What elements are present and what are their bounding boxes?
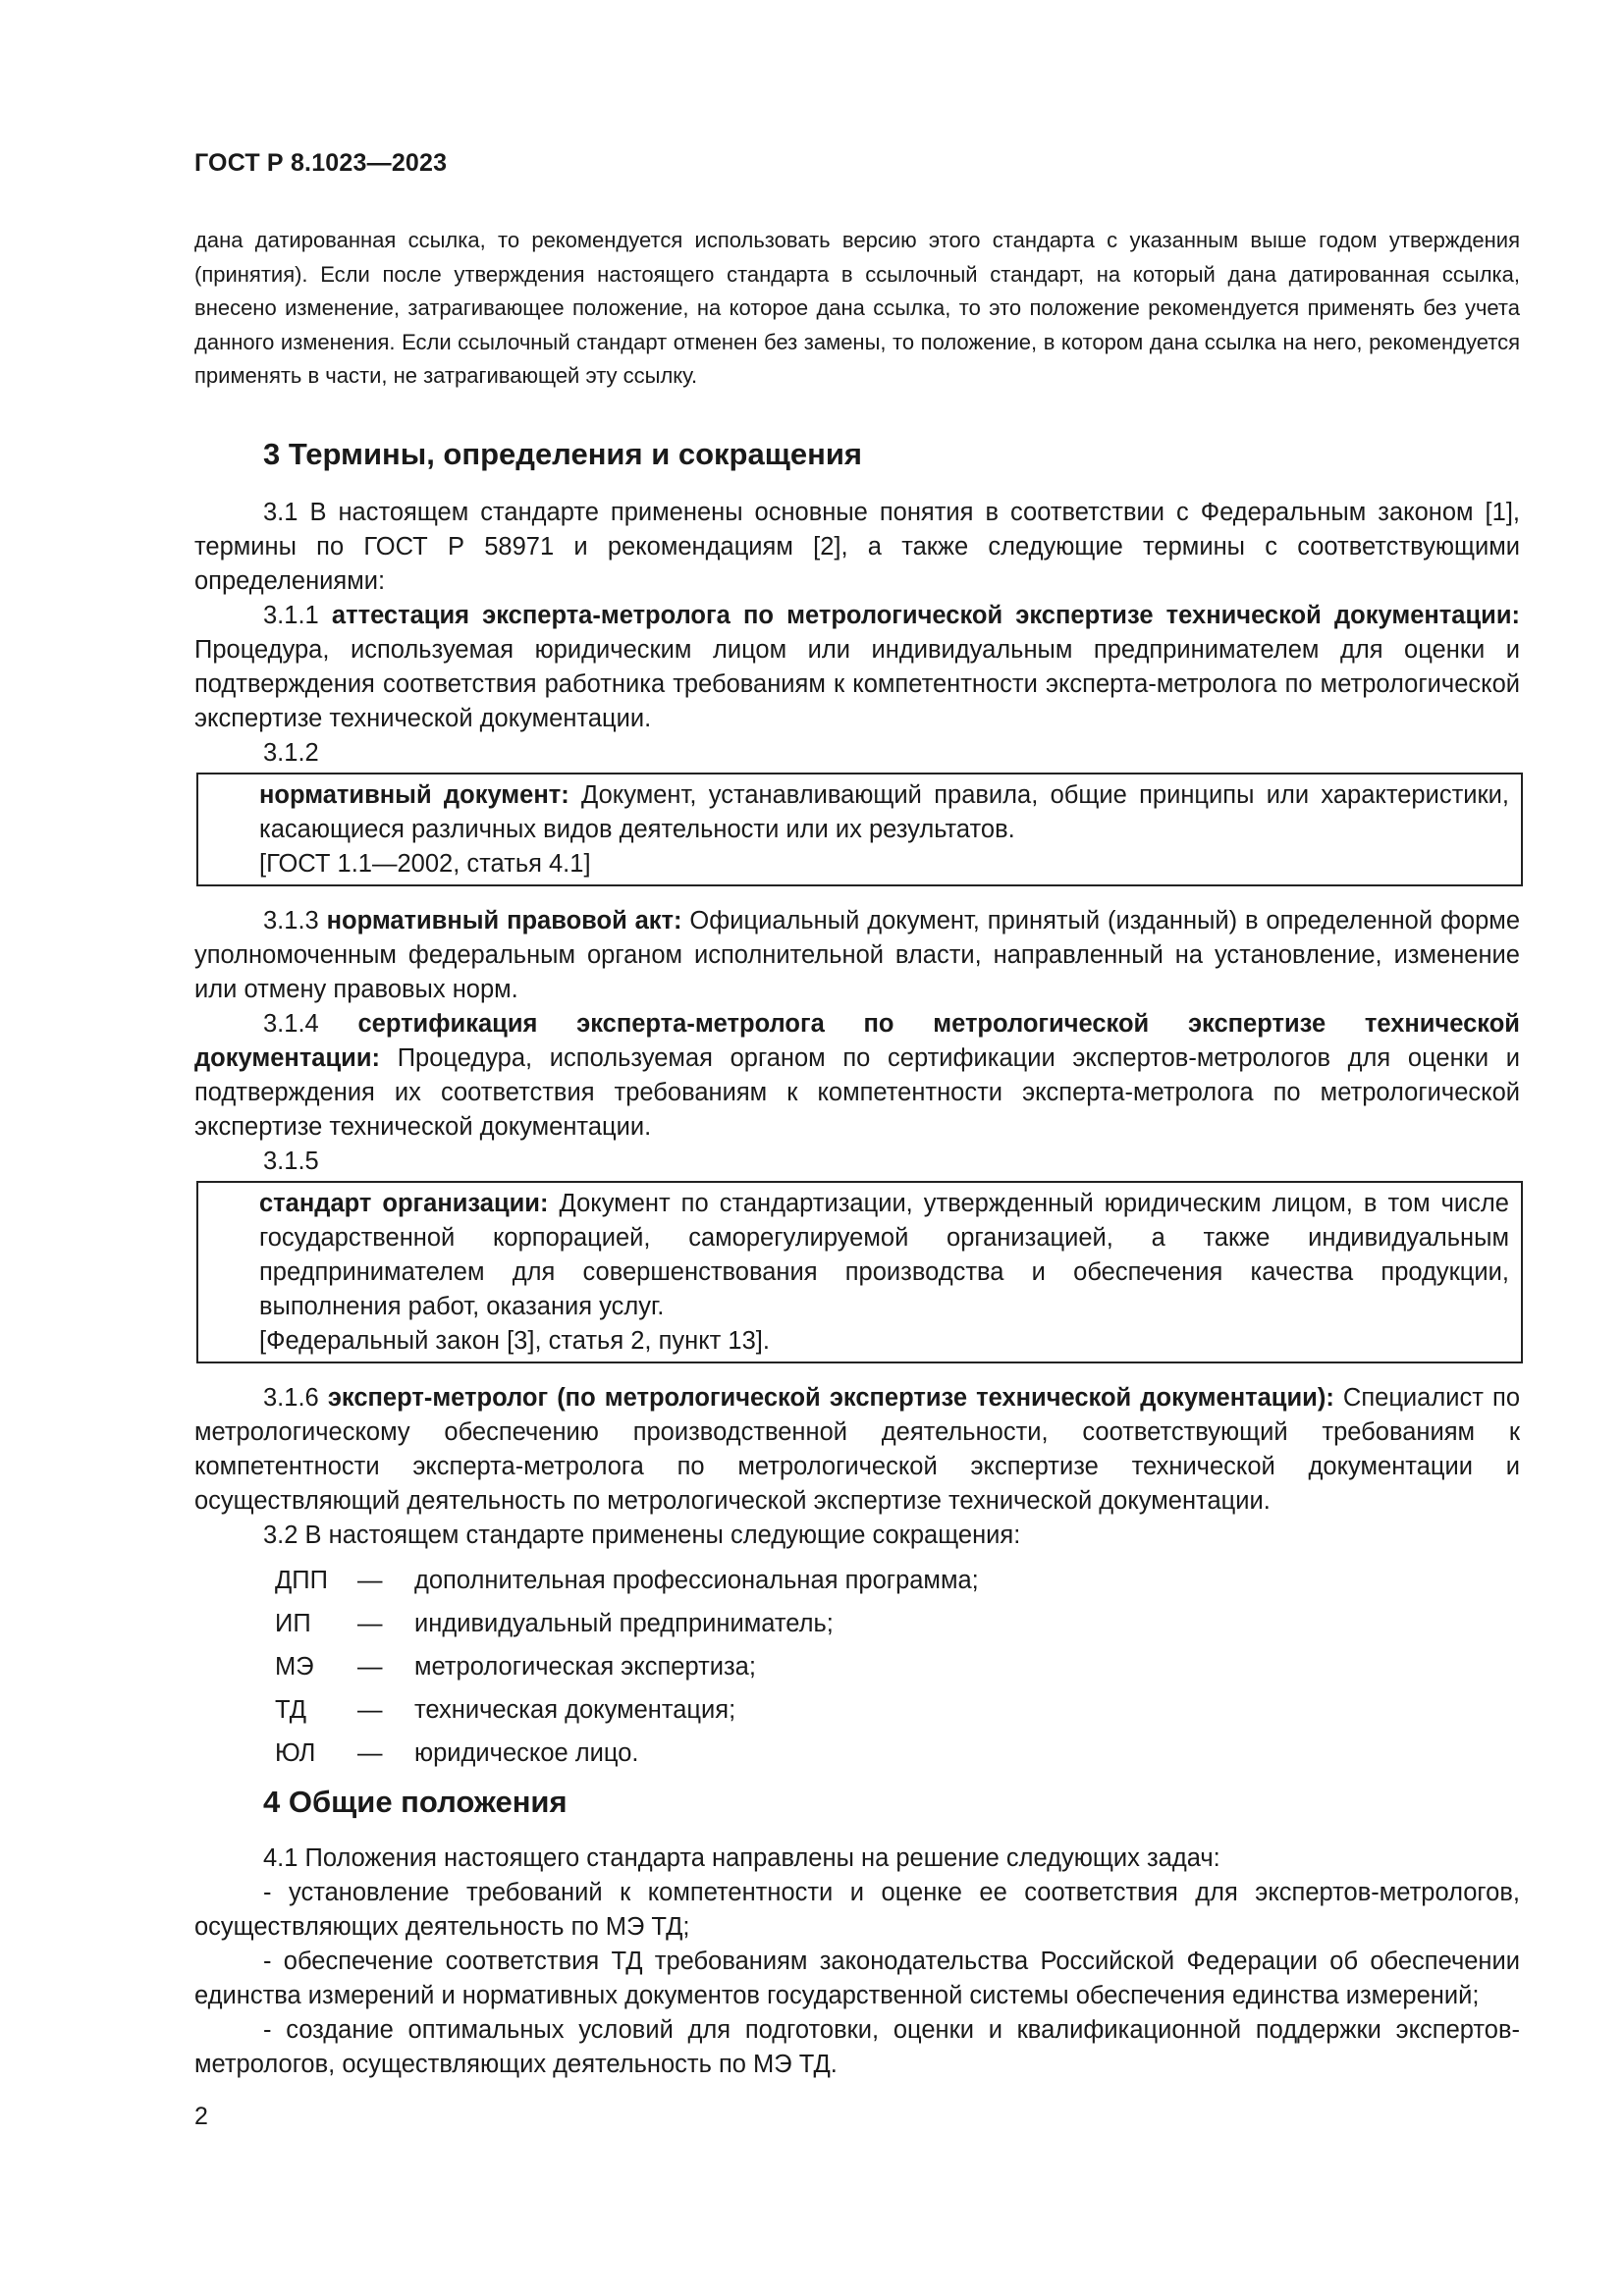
abbreviation-dash: — (357, 1738, 383, 1767)
list-item (194, 1688, 1520, 1732)
term-name: сертификация эксперта-метролога по метрологической экспертизе технической документации: (194, 1009, 1520, 1072)
list-item (194, 1732, 1520, 1775)
term-3-1-2 (259, 778, 1509, 847)
task-item: - установление требований к компетентности и оценке ее соответствия для экспертов-метрологов, осуществляющих деятельность по МЭ ТД; (194, 1878, 1520, 1941)
abbreviation-dash: — (357, 1652, 383, 1681)
abbreviation: МЭ (275, 1652, 314, 1681)
term-3-1-2-number: 3.1.2 (263, 738, 319, 767)
paragraph-4-1: 4.1 Положения настоящего стандарта направлены на решение следующих задач: (263, 1843, 1220, 1872)
term-definition: Процедура, используемая органом по сертификации экспертов-метрологов для оценки и подтверждения их соответствия требованиям к компетентности эксперта-метролога по метрологической экспертизе технической документации. (194, 1043, 1520, 1141)
term-definition: Процедура, используемая юридическим лицом или индивидуальным предпринимателем для оценки и подтверждения соответствия работника требованиям к компетентности эксперта-метролога по метрологической экспертизе технической документации. (194, 635, 1520, 732)
section-3-title: 3 Термины, определения и сокращения (263, 436, 862, 471)
abbreviation-list (194, 1559, 1520, 1775)
page-number: 2 (194, 2103, 208, 2130)
term-3-1-6 (194, 1381, 1520, 1519)
term-name: аттестация эксперта-метролога по метрологической экспертизе технической документации: (331, 601, 1520, 629)
term-3-1-3 (194, 904, 1520, 1007)
abbreviation-meaning: дополнительная профессиональная программа; (414, 1566, 979, 1594)
abbreviation-dash: — (357, 1695, 383, 1724)
term-3-1-5-number: 3.1.5 (263, 1147, 319, 1175)
term-source: [Федеральный закон [3], статья 2, пункт 13]. (259, 1326, 770, 1355)
abbreviation: ИП (275, 1609, 311, 1637)
term-3-1-5-box (196, 1181, 1523, 1363)
abbreviation-meaning: метрологическая экспертиза; (414, 1652, 756, 1681)
abbreviation-meaning: юридическое лицо. (414, 1738, 639, 1767)
section-4-title: 4 Общие положения (263, 1784, 568, 1819)
term-number: 3.1.1 (263, 601, 319, 629)
abbreviation-dash: — (357, 1566, 383, 1594)
term-name: нормативный правовой акт: (326, 906, 682, 934)
task-item: - обеспечение соответствия ТД требованиям законодательства Российской Федерации об обеспечении единства измерений и нормативных документов государственной системы обеспечения единства измерений; (194, 1947, 1520, 2009)
term-number: 3.1.4 (263, 1009, 319, 1038)
term-definition: Специалист по метрологическому обеспечению производственной деятельности, соответствующий требованиям к компетентности эксперта-метролога по метрологической экспертизе технической документации и осуществляющий деятельность по метрологической экспертизе технической документации. (194, 1383, 1520, 1515)
paragraph-3-2: 3.2 В настоящем стандарте применены следующие сокращения: (263, 1521, 1021, 1549)
term-definition: Документ, устанавливающий правила, общие принципы или характеристики, касающиеся различных видов деятельности или их результатов. (259, 780, 1509, 843)
abbreviation-meaning: индивидуальный предприниматель; (414, 1609, 834, 1637)
abbreviation: ЮЛ (275, 1738, 316, 1767)
term-name: стандарт организации: (259, 1189, 549, 1217)
list-item (194, 1645, 1520, 1688)
term-definition: Документ по стандартизации, утвержденный юридическим лицом, в том числе государственной корпорацией, саморегулируемой организацией, а также индивидуальным предпринимателем для совершенствования производства и обеспечения качества продукции, выполнения работ, оказания услуг. (259, 1189, 1509, 1320)
term-3-1-2-box (196, 773, 1523, 886)
list-item (194, 1602, 1520, 1645)
document-content (194, 224, 1520, 2082)
term-name: нормативный документ: (259, 780, 569, 809)
term-number: 3.1.6 (263, 1383, 319, 1412)
paragraph-3-1: 3.1 В настоящем стандарте применены основные понятия в соответствии с Федеральным законом [1], термины по ГОСТ Р 58971 и рекомендациям [2], а также следующие термины с соответствующими определениями: (194, 498, 1520, 595)
abbreviation-dash: — (357, 1609, 383, 1637)
list-item (194, 1559, 1520, 1602)
term-definition: Официальный документ, принятый (изданный) в определенной форме уполномоченным федеральным органом исполнительной власти, направленный на установление, изменение или отмену правовых норм. (194, 906, 1521, 1003)
term-3-1-1 (194, 599, 1520, 736)
term-name: эксперт-метролог (по метрологической экспертизе технической документации): (327, 1383, 1334, 1412)
abbreviation: ТД (275, 1695, 306, 1724)
term-3-1-4 (194, 1007, 1520, 1145)
term-number: 3.1.3 (263, 906, 319, 934)
intro-paragraph: дана датированная ссылка, то рекомендуется использовать версию этого стандарта с указанным выше годом утверждения (принятия). Если после утверждения настоящего стандарта в ссылочный стандарт, на который дана датированная ссылка, внесено изменение, затрагивающее положение, на которое дана ссылка, то это положение рекомендуется применять без учета данного изменения. Если ссылочный стандарт отменен без замены, то положение, в котором дана ссылка на него, рекомендуется применять в части, не затрагивающей эту ссылку. (194, 228, 1520, 388)
term-source: [ГОСТ 1.1—2002, статья 4.1] (259, 849, 591, 878)
document-header: ГОСТ Р 8.1023—2023 (194, 149, 448, 177)
abbreviation-meaning: техническая документация; (414, 1695, 736, 1724)
task-item: - создание оптимальных условий для подготовки, оценки и квалификационной поддержки экспертов-метрологов, осуществляющих деятельность по МЭ ТД. (194, 2015, 1520, 2078)
term-3-1-5 (259, 1187, 1509, 1324)
abbreviation: ДПП (275, 1566, 328, 1594)
